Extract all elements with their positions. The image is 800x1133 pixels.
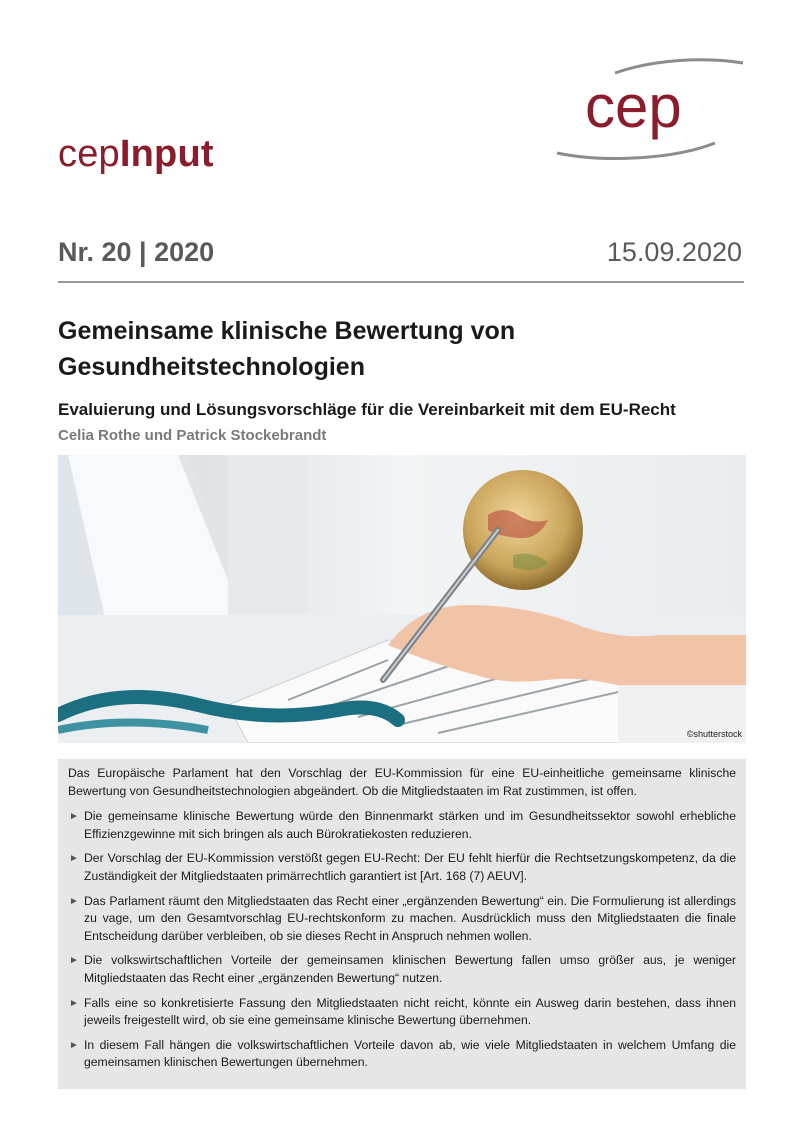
triangle-bullet-icon: ► xyxy=(69,997,79,1009)
list-item xyxy=(68,893,736,946)
photo-credit: ©shutterstock xyxy=(686,729,742,739)
bullet-text: In diesem Fall hängen die volkswirtschaftlichen Vorteile davon ab, wie viele Mitgliedstaaten in welchem Umfang die gemeinsamen klinischen Bewertungen übernehmen. xyxy=(84,1037,736,1070)
authors: Celia Rothe und Patrick Stockebrandt xyxy=(58,427,327,444)
triangle-bullet-icon: ► xyxy=(69,955,79,967)
cep-logo xyxy=(555,55,745,165)
triangle-bullet-icon: ► xyxy=(69,811,79,823)
subtitle: Evaluierung und Lösungsvorschläge für die Vereinbarkeit mit dem EU-Recht xyxy=(58,400,676,419)
bullet-text: Falls eine so konkretisierte Fassung den Mitgliedstaaten nicht reicht, könnte ein Ausweg darin bestehen, dass ihnen jeweils freigestellt wird, ob sie eine gemeinsame klinische Bewertung übernehmen. xyxy=(84,995,736,1028)
issue-number: Nr. 20 | 2020 xyxy=(58,237,215,267)
series-name: Input xyxy=(119,133,214,175)
series-title xyxy=(58,133,214,176)
header-divider xyxy=(58,281,744,283)
list-item xyxy=(68,850,736,885)
series-prefix: cep xyxy=(58,133,120,175)
summary-box xyxy=(58,759,746,1089)
list-item xyxy=(68,995,736,1030)
bullet-text: Das Parlament räumt den Mitgliedstaaten das Recht einer „ergänzenden Bewertung“ ein. Die Formulierung ist allerdings zu vage, um den Gesamtvorschlag EU-rechtskonform zu machen. Ausdrücklich muss den Mitgliedstaaten die finale Entscheidung darüber verbleiben, ob sie dieses Recht in Anspruch nehmen wollen. xyxy=(84,893,736,943)
list-item xyxy=(68,1037,736,1072)
summary-intro: Das Europäische Parlament hat den Vorschlag der EU-Kommission für eine EU-einheitliche gemeinsame klinische Bewertung von Gesundheitstechnologien abgeändert. Ob die Mitgliedstaaten im Rat zustimmen, ist offen. xyxy=(68,766,736,798)
bullet-text: Die gemeinsame klinische Bewertung würde den Binnenmarkt stärken und im Gesundheitssektor sowohl erhebliche Effizienzgewinne mit sich bringen als auch Bürokratiekosten reduzieren. xyxy=(84,809,736,841)
triangle-bullet-icon: ► xyxy=(69,1039,79,1051)
triangle-bullet-icon: ► xyxy=(69,895,79,907)
publication-date: 15.09.2020 xyxy=(606,237,742,267)
cover-photo xyxy=(58,455,746,743)
triangle-bullet-icon: ► xyxy=(69,853,79,865)
summary-list xyxy=(68,808,736,1072)
bullet-text: Die volkswirtschaftlichen Vorteile der gemeinsamen klinischen Bewertung fallen umso größer aus, je weniger Mitgliedstaaten das Recht einer „ergänzenden Bewertung“ nutzen. xyxy=(84,953,736,985)
page-title: Gemeinsame klinische Bewertung von Gesundheitstechnologien xyxy=(58,317,516,381)
list-item xyxy=(68,808,736,843)
bullet-text: Der Vorschlag der EU-Kommission verstößt gegen EU-Recht: Der EU fehlt hierfür die Rechtsetzungskompetenz, da die Zuständigkeit der Mitgliedstaaten primärrechtlich garantiert ist [Art. 168 (7) AEUV]. xyxy=(84,851,736,883)
list-item xyxy=(68,952,736,987)
logo-text: cep xyxy=(585,73,682,140)
